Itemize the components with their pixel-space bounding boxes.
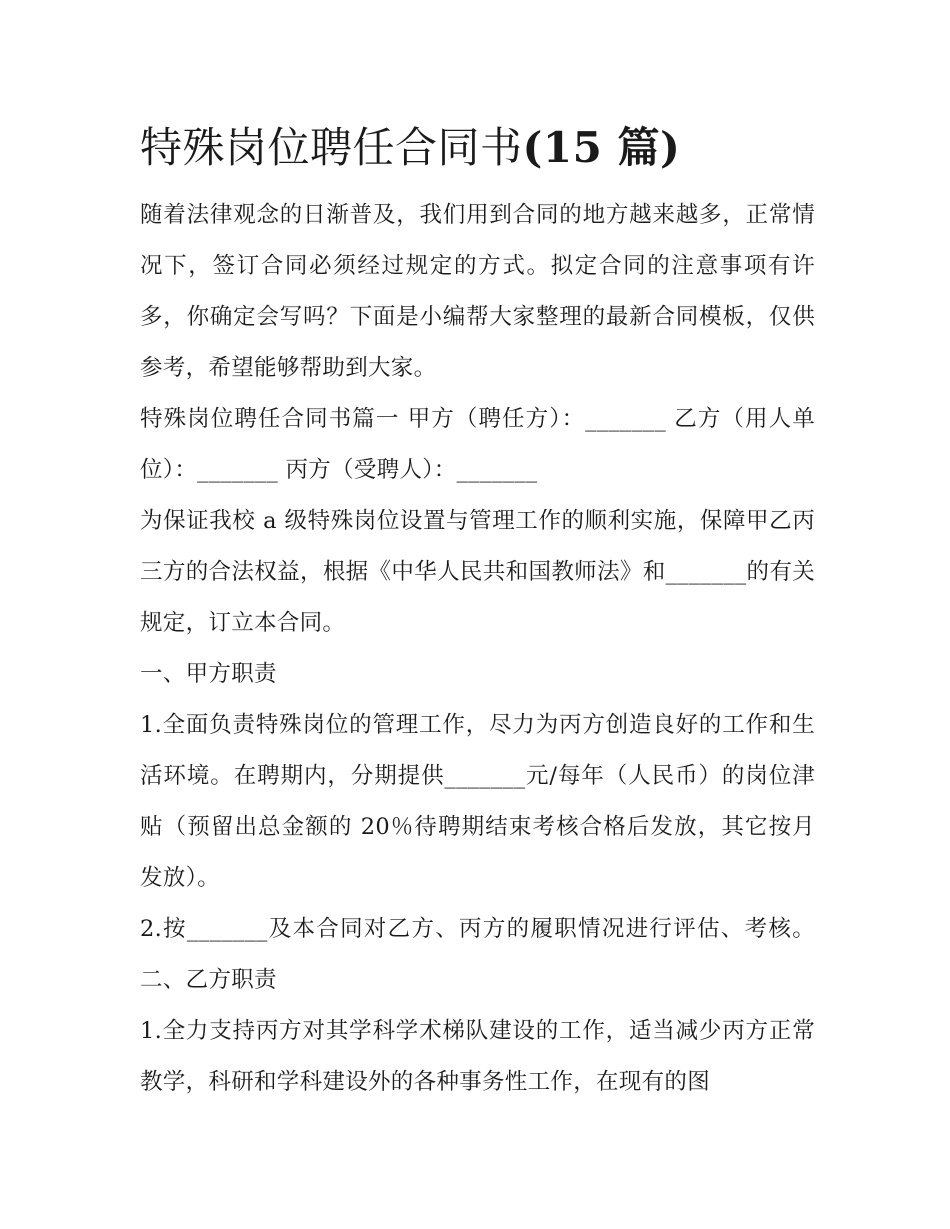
- title-suffix: (15 篇): [522, 123, 681, 172]
- section-heading-party-a: 一、甲方职责: [140, 661, 277, 687]
- purpose-paragraph: 为保证我校 a 级特殊岗位设置与管理工作的顺利实施，保障甲乙丙三方的合法权益，根据《中华人民共和国教师法》和_______的有关规定，订立本合同。: [140, 508, 815, 636]
- document-title: [140, 118, 815, 178]
- document-page: [140, 118, 815, 1108]
- parties-paragraph: 特殊岗位聘任合同书篇一 甲方（聘任方）：_______ 乙方（用人单位）：_______ 丙方（受聘人）：_______: [140, 406, 815, 483]
- clause-paragraph: 1.全力支持丙方对其学科学术梯队建设的工作，适当减少丙方正常教学，科研和学科建设外的各种事务性工作，在现有的图: [140, 1018, 815, 1095]
- clause-paragraph: 1.全面负责特殊岗位的管理工作，尽力为丙方创造良好的工作和生活环境。在聘期内，分期提供_______元/每年（人民币）的岗位津贴（预留出总金额的 20％待聘期结束考核合格后发放，其它按月发放）。: [140, 712, 815, 891]
- clause-paragraph: 2.按_______及本合同对乙方、丙方的履职情况进行评估、考核。 二、乙方职责: [140, 916, 815, 993]
- intro-paragraph: 随着法律观念的日渐普及，我们用到合同的地方越来越多，正常情况下，签订合同必须经过规定的方式。拟定合同的注意事项有许多，你确定会写吗？下面是小编帮大家整理的最新合同模板，仅供参考，希望能够帮助到大家。: [140, 202, 815, 381]
- title-main: 特殊岗位聘任合同书: [140, 123, 523, 172]
